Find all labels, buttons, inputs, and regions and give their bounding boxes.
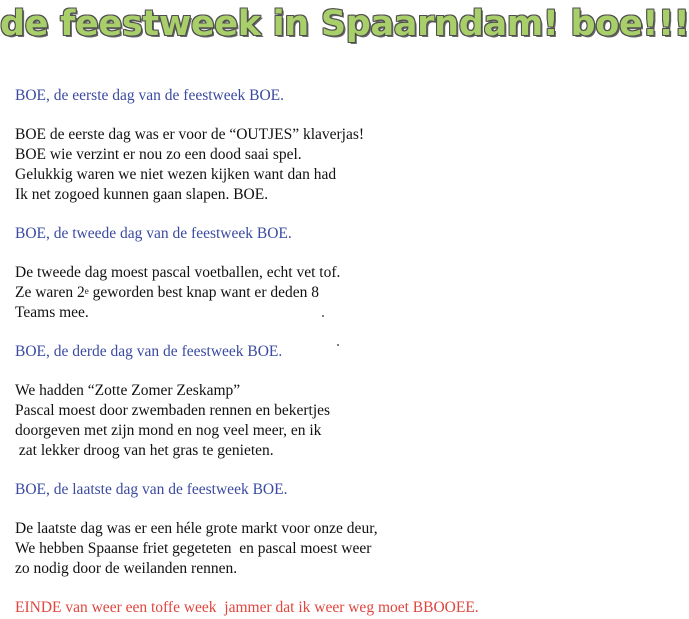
scan-speck — [337, 344, 339, 346]
paragraph-line: doorgeven met zijn mond en nog veel meer, en ik — [15, 422, 322, 439]
paragraph-line: Gelukkig waren we niet wezen kijken want dan had — [15, 166, 337, 183]
section-heading-day-1: BOE, de eerste dag van de feestweek BOE. — [15, 87, 284, 104]
superscript: e — [84, 286, 89, 296]
paragraph-line: BOE wie verzint er nou zo een dood saai spel. — [15, 146, 302, 163]
line-text: Ze waren 2 — [15, 284, 85, 301]
paragraph-line: BOE de eerste dag was er voor de “OUTJES” klaverjas! — [15, 126, 365, 143]
section-heading-day-3: BOE, de derde dag van de feestweek BOE. — [15, 343, 283, 360]
paragraph-line: Ik net zogoed kunnen gaan slapen. BOE. — [15, 186, 269, 203]
paragraph-line: Teams mee. — [15, 304, 89, 321]
paragraph-line: zat lekker droog van het gras te genieten. — [15, 442, 274, 459]
section-heading-day-4: BOE, de laatste dag van de feestweek BOE. — [15, 481, 288, 498]
line-text: geworden best knap want er deden 8 — [88, 284, 319, 301]
paragraph-line — [15, 283, 565, 303]
paragraph-line: We hebben Spaanse friet gegeteten en pascal moest weer — [15, 540, 372, 557]
paragraph-line: De tweede dag moest pascal voetballen, echt vet tof. — [15, 264, 341, 281]
paragraph-line: zo nodig door de weilanden rennen. — [15, 560, 238, 577]
document-body — [15, 86, 565, 618]
section-heading-day-2: BOE, de tweede dag van de feestweek BOE. — [15, 225, 292, 242]
closing-line: EINDE van weer een toffe week jammer dat ik weer weg moet BBOOEE. — [15, 599, 479, 616]
page-title: de feestweek in Spaarndam! boe!!! — [0, 4, 689, 44]
paragraph-line: We hadden “Zotte Zomer Zeskamp” — [15, 382, 241, 399]
paragraph-line: Pascal moest door zwembaden rennen en bekertjes — [15, 402, 331, 419]
paragraph-line: De laatste dag was er een héle grote markt voor onze deur, — [15, 520, 378, 537]
scan-speck — [322, 315, 324, 317]
